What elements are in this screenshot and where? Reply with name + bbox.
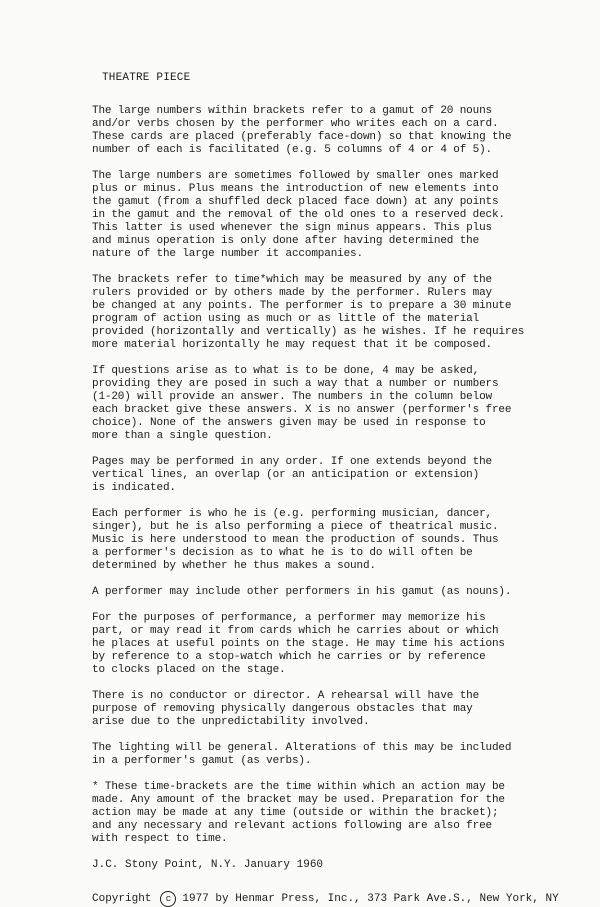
signature-line: J.C. Stony Point, N.Y. January 1960 (92, 859, 324, 871)
paragraph-performance: For the purposes of performance, a performer may memorize his part, or may read it from cards which he carries about or which he places at useful points on the stage. He may time his actions by reference to a stop-watch which he carries or by reference to clocks placed on the stage. (92, 612, 505, 676)
paragraph-conductor: There is no conductor or director. A rehearsal will have the purpose of removing physically dangerous obstacles that may arise due to the unpredictability involved. (92, 690, 480, 728)
copyright-icon: c (160, 891, 176, 907)
paragraph-lighting: The lighting will be general. Alterations of this may be included in a performer's gamut (as verbs). (92, 742, 512, 767)
paragraph-gamut: The large numbers within brackets refer to a gamut of 20 nouns and/or verbs chosen by the performer who writes each on a card. These cards are placed (preferably face-down) so that knowing the number of each is facilitated (e.g. 5 columns of 4 or 4 of 5). (92, 105, 512, 156)
paragraph-plus-minus: The large numbers are sometimes followed by smaller ones marked plus or minus. Plus means the introduction of new elements into the gamut (from a shuffled deck placed face down) at any points in the gamut and the removal of the old ones to a reserved deck. This latter is used whenever the sign minus appears. This plus and minus operation is only done after having determined the nature of the large number it accompanies. (92, 170, 505, 260)
copyright-text: 1977 by Henmar Press, Inc., 373 Park Ave.S., New York, NY (182, 893, 559, 905)
copyright-label: Copyright (92, 893, 152, 905)
paragraph-performer: Each performer is who he is (e.g. performing musician, dancer, singer), but he is also performing a piece of theatrical music. Music is here understood to mean the production of sounds. Thus a performer's decision as to what he is to do will often be determined by whether he thus makes a sound. (92, 508, 499, 572)
copyright-line (92, 891, 570, 907)
paragraph-other-performers: A performer may include other performers in his gamut (as nouns). (92, 586, 512, 598)
paragraph-pages: Pages may be performed in any order. If one extends beyond the vertical lines, an overlap (or an anticipation or extension) is indicated. (92, 456, 492, 494)
paragraph-questions: If questions arise as to what is to be done, 4 may be asked, providing they are posed in such a way that a number or numbers (1-20) will provide an answer. The numbers in the column below each bracket give these answers. X is no answer (performer's free choice). None of the answers given may be used in response to more than a single question. (92, 365, 512, 442)
document-title: THEATRE PIECE (102, 72, 191, 84)
paragraph-footnote: * These time-brackets are the time within which an action may be made. Any amount of the bracket may be used. Preparation for the action may be made at any time (outside or within the bracket); and any necessary and relevant actions following are also free with respect to time. (92, 781, 505, 845)
paragraph-brackets: The brackets refer to time*which may be measured by any of the rulers provided or by others made by the performer. Rulers may be changed at any points. The performer is to prepare a 30 minute program of action using as much or as little of the material provided (horizontally and vertically) as he wishes. If he requires more material horizontally he may request that it be composed. (92, 274, 525, 351)
